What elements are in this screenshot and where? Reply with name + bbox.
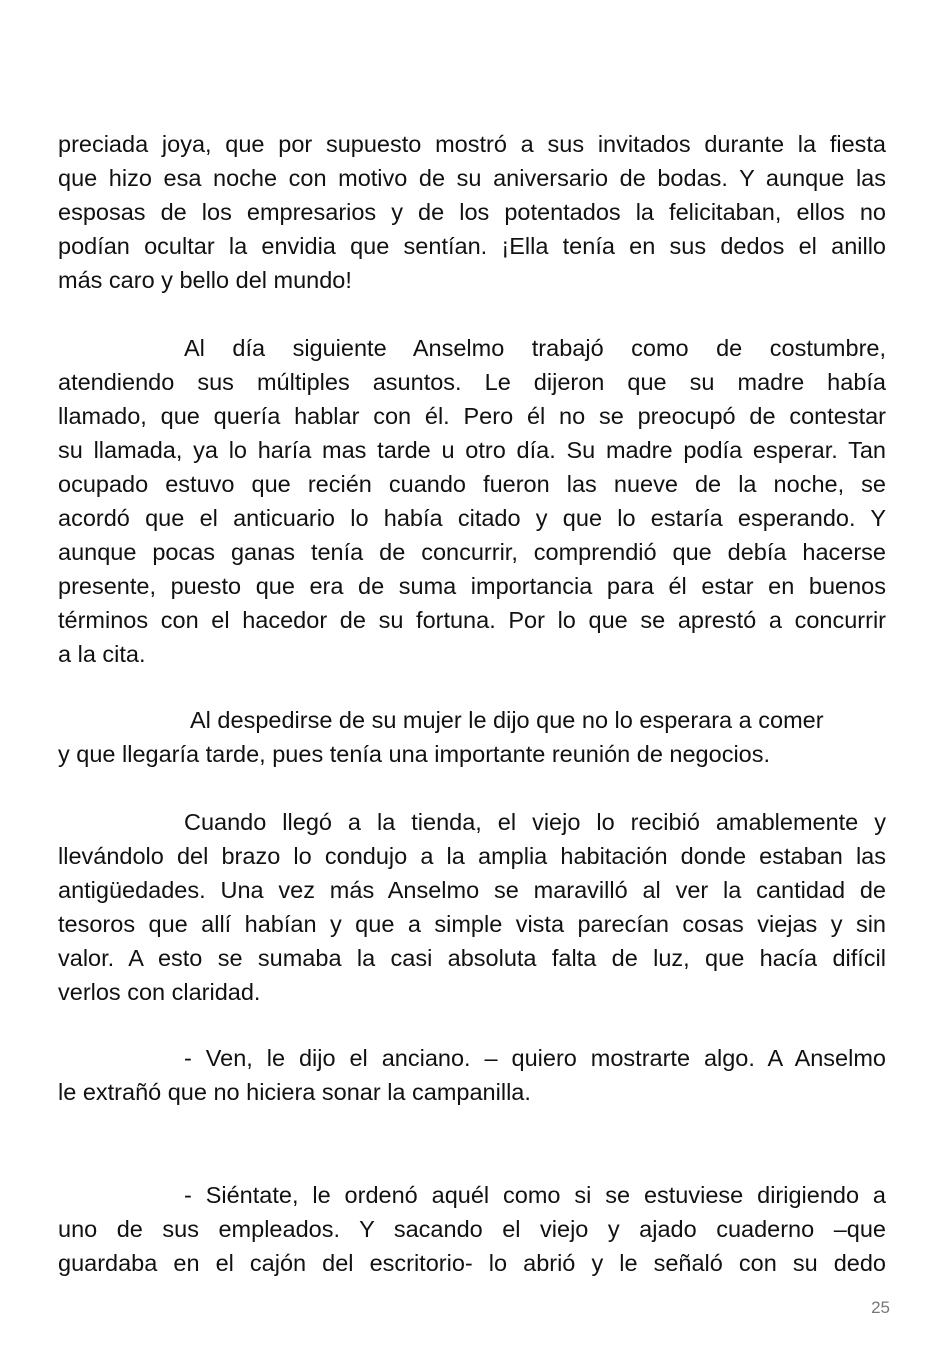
text-line: a la cita. — [58, 641, 146, 667]
text-line: atendiendo sus múltiples asuntos. Le dijeron que su madre había — [58, 369, 886, 395]
text-line: Al despedirse de su mujer le dijo que no lo esperara a comer — [190, 707, 824, 733]
text-line: y que llegaría tarde, pues tenía una importante reunión de negocios. — [58, 741, 771, 767]
text-line: antigüedades. Una vez más Anselmo se maravilló al ver la cantidad de — [58, 877, 886, 903]
text-line: podían ocultar la envidia que sentían. ¡Ella tenía en sus dedos el anillo — [58, 233, 886, 259]
text-line: tesoros que allí habían y que a simple vista parecían cosas viejas y sin — [58, 911, 886, 937]
text-line: verlos con claridad. — [58, 979, 261, 1005]
text-line: presente, puesto que era de suma importancia para él estar en buenos — [58, 573, 886, 599]
text-line: más caro y bello del mundo! — [58, 267, 352, 293]
text-line: esposas de los empresarios y de los potentados la felicitaban, ellos no — [58, 199, 886, 225]
text-line: aunque pocas ganas tenía de concurrir, comprendió que debía hacerse — [58, 539, 886, 565]
text-line: le extrañó que no hiciera sonar la campanilla. — [58, 1079, 531, 1105]
text-line: guardaba en el cajón del escritorio- lo abrió y le señaló con su dedo — [58, 1250, 886, 1276]
text-line: que hizo esa noche con motivo de su aniversario de bodas. Y aunque las — [58, 165, 886, 191]
text-line: términos con el hacedor de su fortuna. Por lo que se aprestó a concurrir — [58, 607, 886, 633]
text-line: llamado, que quería hablar con él. Pero él no se preocupó de contestar — [58, 403, 886, 429]
text-line: llevándolo del brazo lo condujo a la amplia habitación donde estaban las — [58, 843, 886, 869]
text-line: Al día siguiente Anselmo trabajó como de costumbre, — [184, 335, 886, 361]
text-line: acordó que el anticuario lo había citado y que lo estaría esperando. Y — [58, 505, 886, 531]
text-line: - Siéntate, le ordenó aquél como si se estuviese dirigiendo a — [184, 1182, 886, 1208]
text-line: - Ven, le dijo el anciano. – quiero mostrarte algo. A Anselmo — [184, 1045, 886, 1071]
text-line: su llamada, ya lo haría mas tarde u otro día. Su madre podía esperar. Tan — [58, 437, 886, 463]
text-line: valor. A esto se sumaba la casi absoluta falta de luz, que hacía difícil — [58, 945, 886, 971]
text-line: Cuando llegó a la tienda, el viejo lo recibió amablemente y — [184, 809, 886, 835]
text-line: preciada joya, que por supuesto mostró a sus invitados durante la fiesta — [58, 131, 886, 157]
page-number: 25 — [871, 1298, 890, 1317]
text-line: uno de sus empleados. Y sacando el viejo y ajado cuaderno –que — [58, 1216, 886, 1242]
document-page — [58, 0, 886, 1372]
text-line: ocupado estuvo que recién cuando fueron las nueve de la noche, se — [58, 471, 886, 497]
